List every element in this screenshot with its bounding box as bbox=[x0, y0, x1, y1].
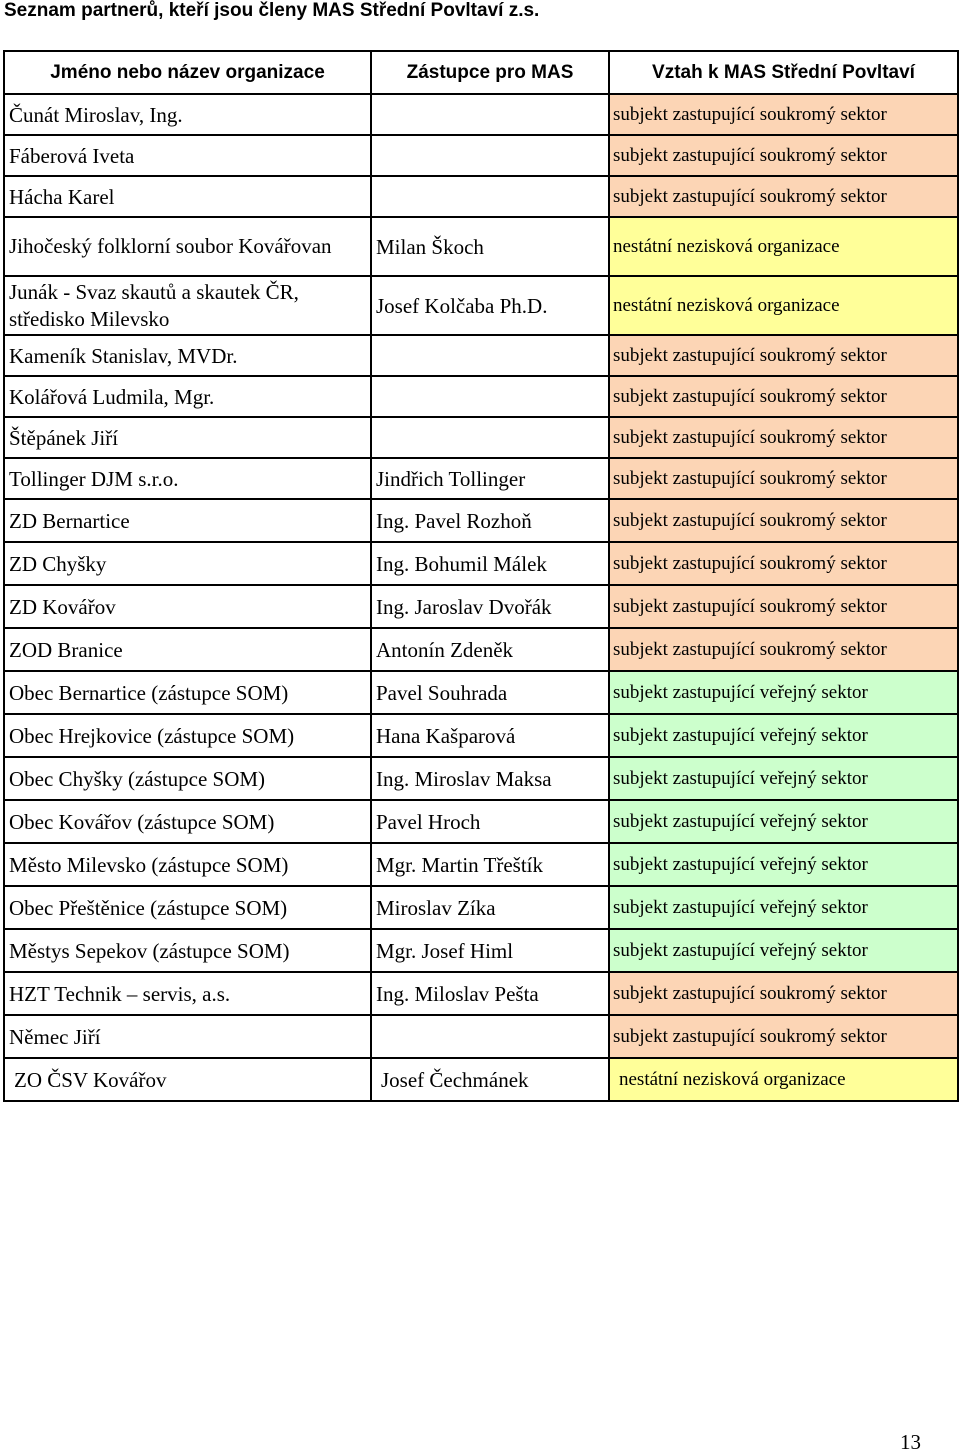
cell-relation: subjekt zastupující soukromý sektor bbox=[609, 1015, 958, 1058]
cell-relation: subjekt zastupující soukromý sektor bbox=[609, 135, 958, 176]
cell-relation: subjekt zastupující soukromý sektor bbox=[609, 417, 958, 458]
cell-representative bbox=[371, 94, 609, 135]
cell-representative: Ing. Miroslav Maksa bbox=[371, 757, 609, 800]
cell-representative: Ing. Miloslav Pešta bbox=[371, 972, 609, 1015]
cell-relation: subjekt zastupující soukromý sektor bbox=[609, 972, 958, 1015]
partners-table bbox=[3, 50, 959, 1102]
cell-representative: Milan Škoch bbox=[371, 217, 609, 276]
cell-relation: subjekt zastupující soukromý sektor bbox=[609, 376, 958, 417]
cell-representative bbox=[371, 376, 609, 417]
cell-name: Obec Chyšky (zástupce SOM) bbox=[4, 757, 371, 800]
cell-name: Obec Hrejkovice (zástupce SOM) bbox=[4, 714, 371, 757]
cell-representative: Mgr. Martin Třeštík bbox=[371, 843, 609, 886]
cell-name: Čunát Miroslav, Ing. bbox=[4, 94, 371, 135]
cell-representative: Antonín Zdeněk bbox=[371, 628, 609, 671]
cell-name: Obec Kovářov (zástupce SOM) bbox=[4, 800, 371, 843]
cell-relation: subjekt zastupující veřejný sektor bbox=[609, 843, 958, 886]
cell-relation: subjekt zastupující veřejný sektor bbox=[609, 757, 958, 800]
cell-representative: Pavel Hroch bbox=[371, 800, 609, 843]
table-header-row bbox=[4, 51, 958, 94]
cell-name: Obec Přeštěnice (zástupce SOM) bbox=[4, 886, 371, 929]
column-header-representative: Zástupce pro MAS bbox=[371, 51, 609, 94]
cell-representative: Josef Čechmánek bbox=[371, 1058, 609, 1101]
cell-name: ZOD Branice bbox=[4, 628, 371, 671]
cell-relation: subjekt zastupující veřejný sektor bbox=[609, 800, 958, 843]
cell-name: Městys Sepekov (zástupce SOM) bbox=[4, 929, 371, 972]
cell-representative: Mgr. Josef Himl bbox=[371, 929, 609, 972]
table-row bbox=[4, 542, 958, 585]
cell-representative: Ing. Jaroslav Dvořák bbox=[371, 585, 609, 628]
cell-relation: subjekt zastupující soukromý sektor bbox=[609, 176, 958, 217]
cell-name: ZO ČSV Kovářov bbox=[4, 1058, 371, 1101]
cell-relation: subjekt zastupující soukromý sektor bbox=[609, 628, 958, 671]
cell-name: Tollinger DJM s.r.o. bbox=[4, 458, 371, 499]
cell-name: ZD Kovářov bbox=[4, 585, 371, 628]
document-title: Seznam partnerů, kteří jsou členy MAS Střední Povltaví z.s. bbox=[4, 0, 540, 21]
cell-relation: subjekt zastupující veřejný sektor bbox=[609, 714, 958, 757]
cell-name: Obec Bernartice (zástupce SOM) bbox=[4, 671, 371, 714]
cell-name: Kameník Stanislav, MVDr. bbox=[4, 335, 371, 376]
cell-representative bbox=[371, 335, 609, 376]
table-row bbox=[4, 94, 958, 135]
cell-representative: Jindřich Tollinger bbox=[371, 458, 609, 499]
cell-name: Fáberová Iveta bbox=[4, 135, 371, 176]
cell-name: Němec Jiří bbox=[4, 1015, 371, 1058]
table-row bbox=[4, 972, 958, 1015]
column-header-relation: Vztah k MAS Střední Povltaví bbox=[609, 51, 958, 94]
column-header-name: Jméno nebo název organizace bbox=[4, 51, 371, 94]
table-row bbox=[4, 1058, 958, 1101]
cell-representative: Miroslav Zíka bbox=[371, 886, 609, 929]
table-row bbox=[4, 458, 958, 499]
cell-relation: subjekt zastupující soukromý sektor bbox=[609, 585, 958, 628]
cell-representative: Hana Kašparová bbox=[371, 714, 609, 757]
cell-relation: subjekt zastupující veřejný sektor bbox=[609, 886, 958, 929]
table-row bbox=[4, 335, 958, 376]
page-number: 13 bbox=[900, 1430, 921, 1454]
cell-representative bbox=[371, 176, 609, 217]
cell-name: Junák - Svaz skautů a skautek ČR, středisko Milevsko bbox=[4, 276, 371, 335]
cell-relation: subjekt zastupující soukromý sektor bbox=[609, 499, 958, 542]
cell-name: Hácha Karel bbox=[4, 176, 371, 217]
table-row bbox=[4, 886, 958, 929]
cell-name: ZD Chyšky bbox=[4, 542, 371, 585]
cell-name: Kolářová Ludmila, Mgr. bbox=[4, 376, 371, 417]
cell-name: Jihočeský folklorní soubor Kovářovan bbox=[4, 217, 371, 276]
cell-name: ZD Bernartice bbox=[4, 499, 371, 542]
cell-representative: Ing. Bohumil Málek bbox=[371, 542, 609, 585]
cell-representative: Josef Kolčaba Ph.D. bbox=[371, 276, 609, 335]
table-row bbox=[4, 176, 958, 217]
cell-representative bbox=[371, 417, 609, 458]
table-row bbox=[4, 843, 958, 886]
table-row bbox=[4, 757, 958, 800]
table-row bbox=[4, 929, 958, 972]
table-row bbox=[4, 1015, 958, 1058]
cell-representative: Ing. Pavel Rozhoň bbox=[371, 499, 609, 542]
cell-relation: nestátní nezisková organizace bbox=[609, 276, 958, 335]
cell-relation: nestátní nezisková organizace bbox=[609, 1058, 958, 1101]
cell-representative bbox=[371, 1015, 609, 1058]
table-row bbox=[4, 499, 958, 542]
cell-relation: subjekt zastupující veřejný sektor bbox=[609, 929, 958, 972]
cell-relation: nestátní nezisková organizace bbox=[609, 217, 958, 276]
table-row bbox=[4, 585, 958, 628]
cell-relation: subjekt zastupující soukromý sektor bbox=[609, 335, 958, 376]
cell-name: Štěpánek Jiří bbox=[4, 417, 371, 458]
cell-relation: subjekt zastupující soukromý sektor bbox=[609, 94, 958, 135]
cell-representative: Pavel Souhrada bbox=[371, 671, 609, 714]
cell-name: Město Milevsko (zástupce SOM) bbox=[4, 843, 371, 886]
table-row bbox=[4, 417, 958, 458]
cell-relation: subjekt zastupující soukromý sektor bbox=[609, 458, 958, 499]
table-row bbox=[4, 628, 958, 671]
cell-name: HZT Technik – servis, a.s. bbox=[4, 972, 371, 1015]
cell-representative bbox=[371, 135, 609, 176]
table-row bbox=[4, 376, 958, 417]
table-row bbox=[4, 671, 958, 714]
cell-relation: subjekt zastupující veřejný sektor bbox=[609, 671, 958, 714]
table-row bbox=[4, 714, 958, 757]
table-row bbox=[4, 800, 958, 843]
table-row bbox=[4, 135, 958, 176]
table-row bbox=[4, 217, 958, 276]
table-row bbox=[4, 276, 958, 335]
cell-relation: subjekt zastupující soukromý sektor bbox=[609, 542, 958, 585]
